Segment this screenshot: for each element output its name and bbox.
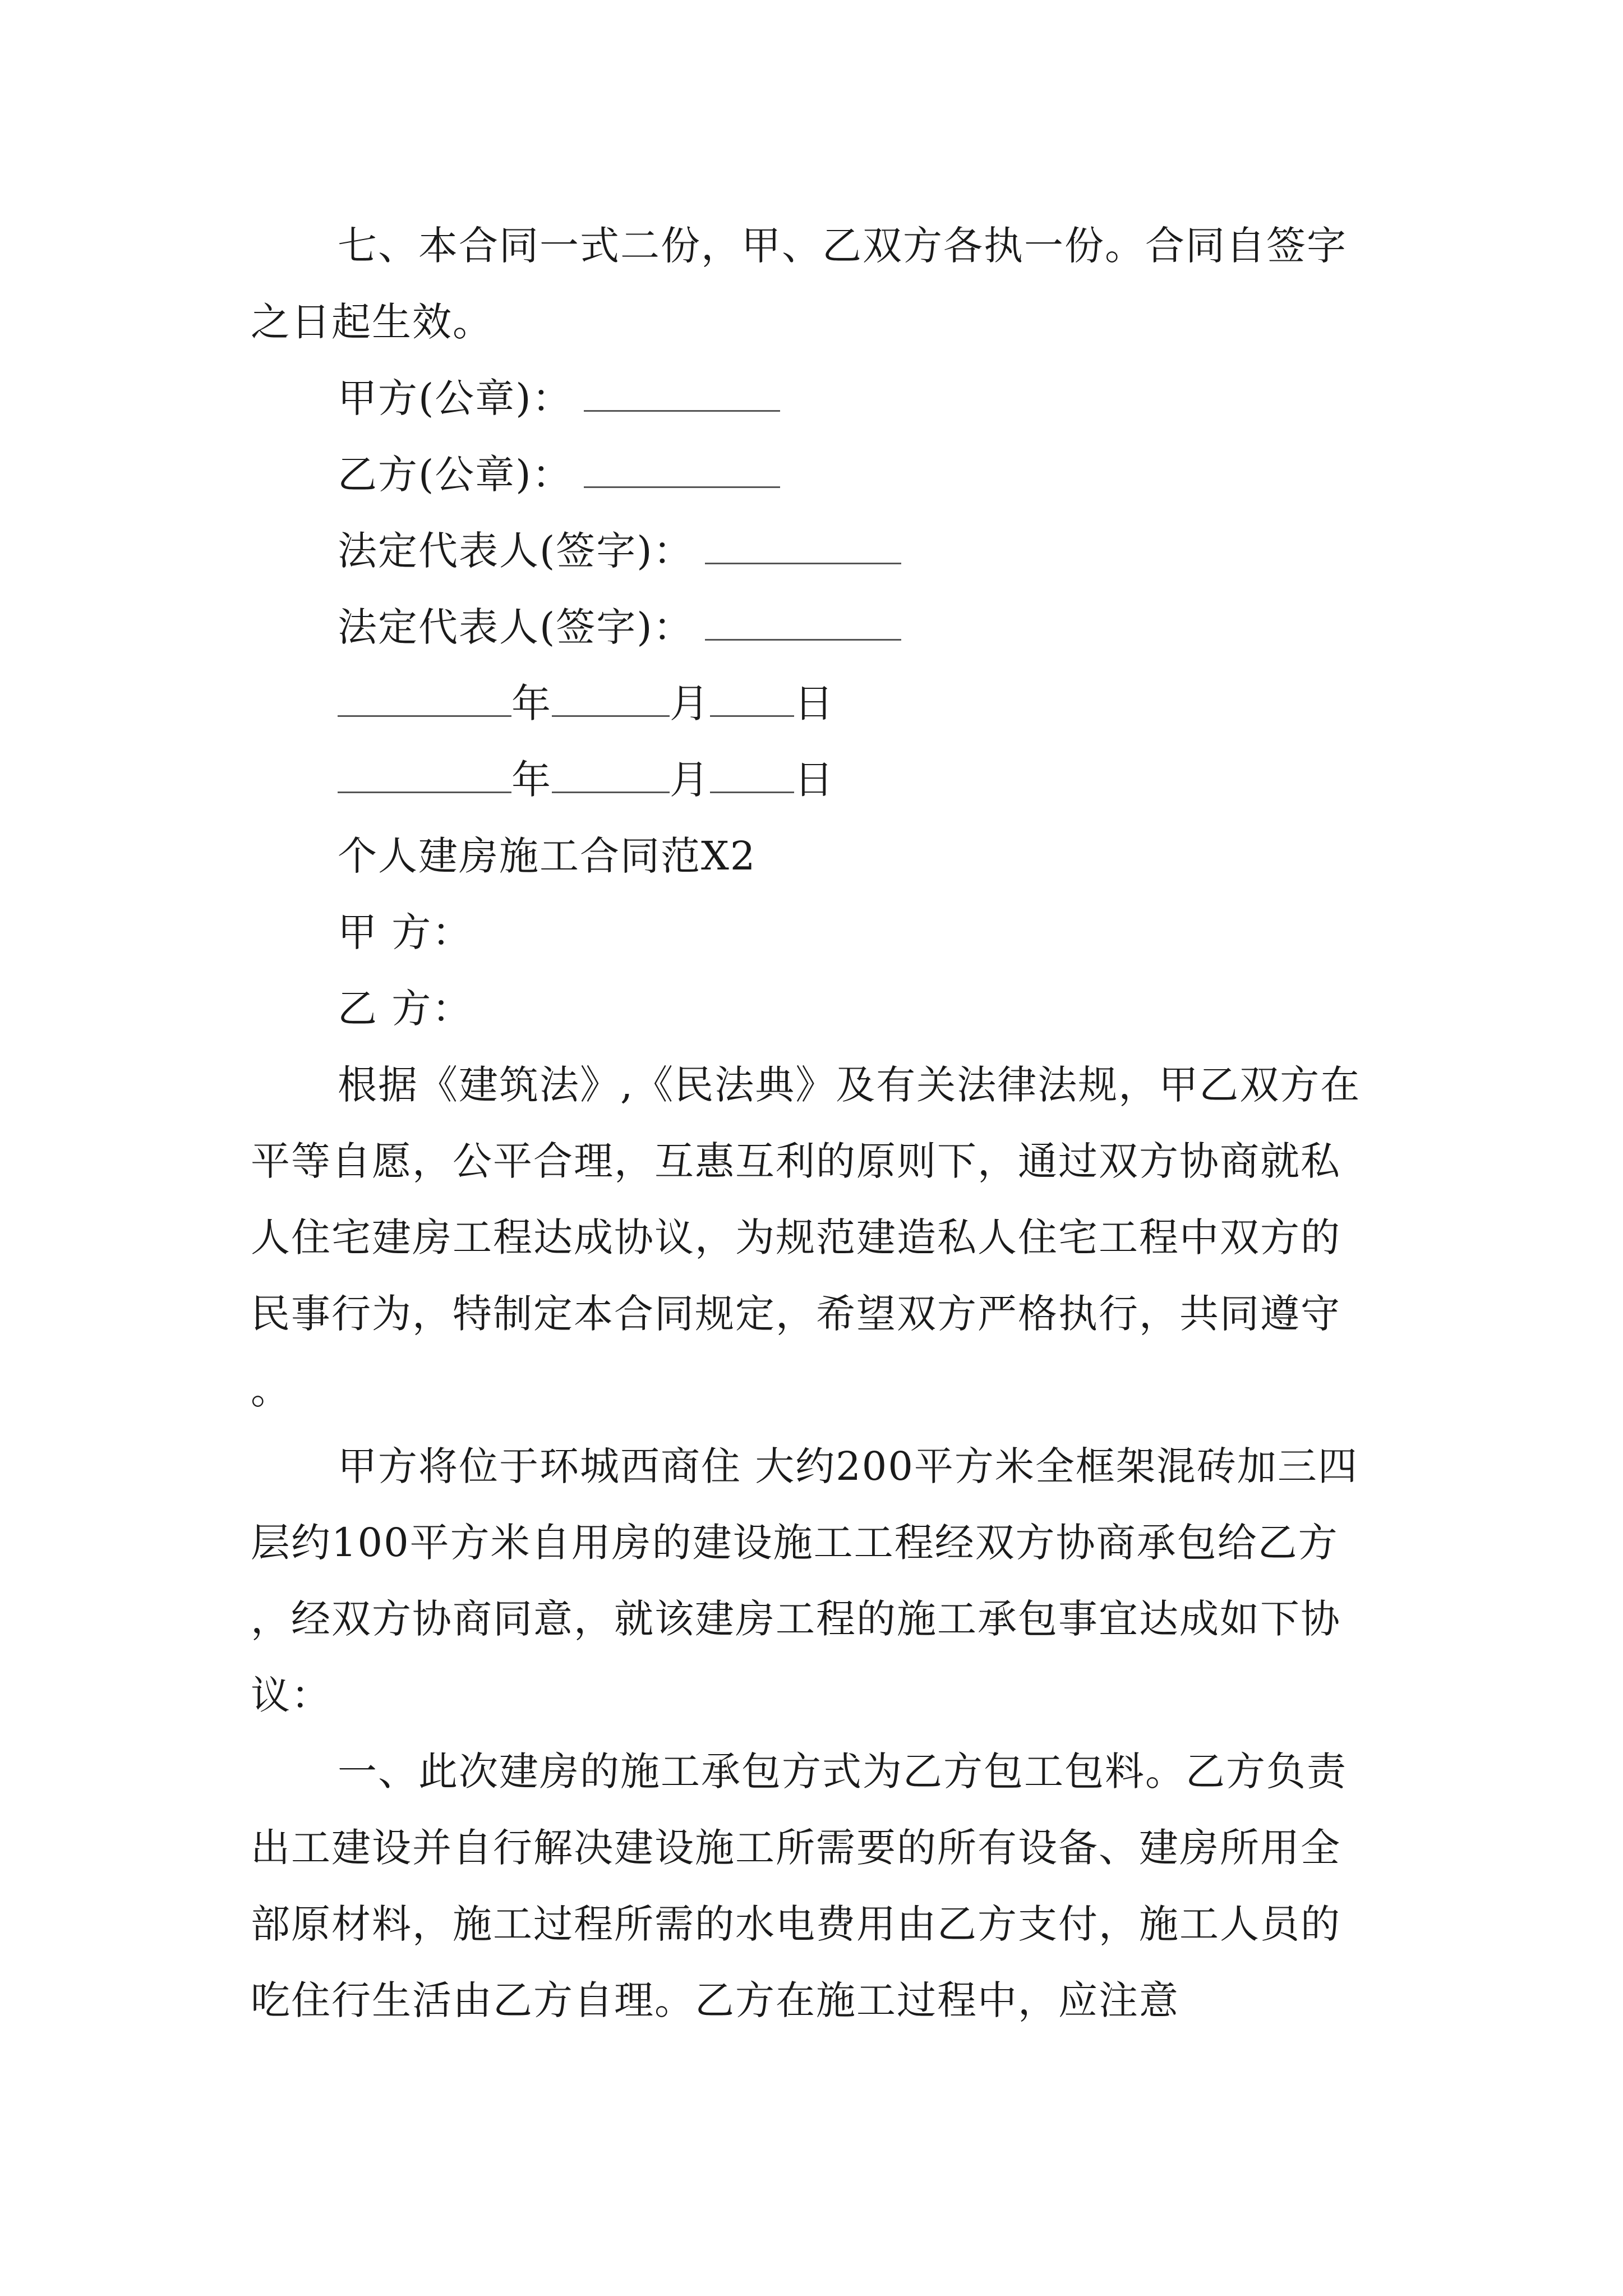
month-blank-2	[552, 758, 670, 793]
day-blank-2	[710, 758, 794, 793]
clause-1-paragraph: 一、此次建房的施工承包方式为乙方包工包料。乙方负责出工建设并自行解决建设施工所需要的所有设备、建房所用全部原材料，施工过程所需的水电费用由乙方支付，施工人员的吃住行生活由乙方自理。乙方在施工过程中，应注意	[251, 1749, 1347, 2023]
party-a-seal-blank	[584, 376, 780, 412]
legal-rep-signature-line-2	[251, 589, 1378, 665]
party-b-seal-blank	[584, 453, 780, 488]
party-a-seal-label: 甲方(公章)：	[338, 375, 573, 421]
party-a-seal-line	[251, 360, 1378, 436]
year-blank-2	[338, 758, 511, 793]
year-label-1: 年	[511, 680, 552, 726]
legal-rep-blank-1	[705, 529, 901, 564]
day-label-1: 日	[794, 680, 834, 726]
intro-paragraph: 根据《建筑法》,《民法典》及有关法律法规，甲乙双方在平等自愿，公平合理，互惠互利的原则下，通过双方协商就私人住宅建房工程达成协议，为规范建造私人住宅工程中双方的民事行为，特制定本合同规定，希望双方严格执行，共同遵守。	[251, 1062, 1361, 1413]
legal-rep-label-2: 法定代表人(签字)：	[338, 604, 694, 650]
party-b-label: 乙 方：	[338, 986, 473, 1032]
legal-rep-blank-2	[705, 605, 901, 641]
month-label-2: 月	[670, 757, 710, 803]
party-a-label: 甲 方：	[338, 909, 473, 955]
month-blank-1	[552, 682, 670, 717]
date-line-2	[251, 742, 1378, 818]
year-label-2: 年	[511, 757, 552, 803]
legal-rep-signature-line-1	[251, 513, 1378, 589]
legal-rep-label-1: 法定代表人(签字)：	[338, 528, 694, 574]
year-blank-1	[338, 682, 511, 717]
clause-7-paragraph: 七、本合同一式二份，甲、乙双方各执一份。合同自签字之日起生效。	[251, 223, 1347, 345]
contract-2-title: 个人建房施工合同范X2	[338, 833, 757, 879]
month-label-1: 月	[670, 680, 710, 726]
party-b-seal-label: 乙方(公章)：	[338, 452, 573, 498]
day-label-2: 日	[794, 757, 834, 803]
document-body	[251, 208, 1378, 2039]
day-blank-1	[710, 682, 794, 717]
party-b-seal-line	[251, 436, 1378, 513]
project-paragraph: 甲方将位于环城西商住 大约200平方米全框架混砖加三四层约100平方米自用房的建设施工工程经双方协商承包给乙方，经双方协商同意，就该建房工程的施工承包事宜达成如下协议：	[251, 1443, 1358, 1718]
date-line-1	[251, 665, 1378, 742]
